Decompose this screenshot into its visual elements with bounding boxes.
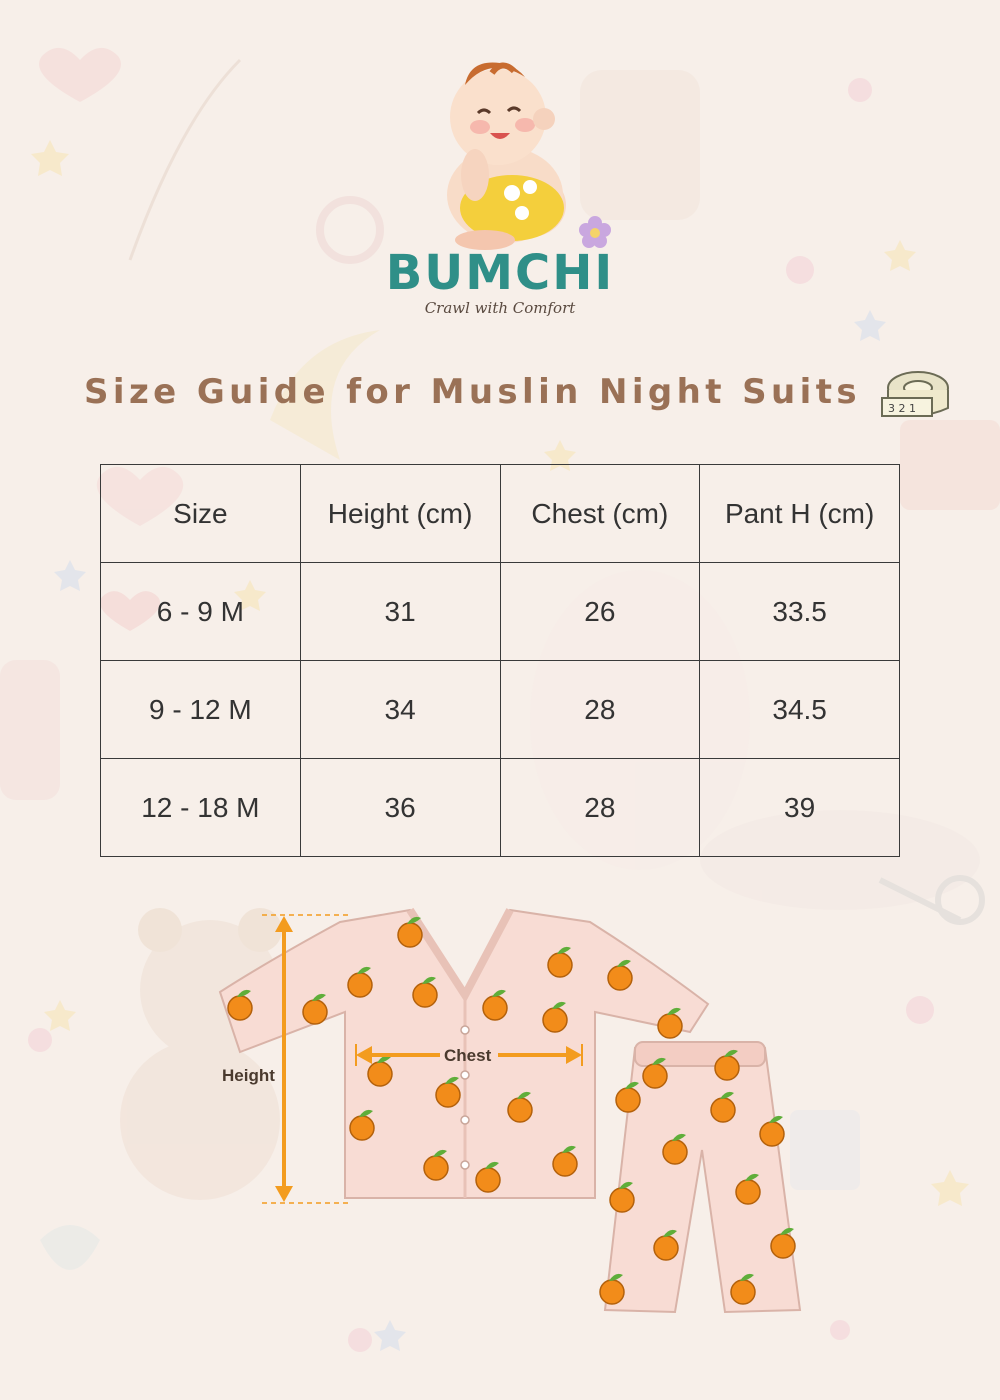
cell-pant-height: 34.5 [700, 661, 900, 759]
page-title: Size Guide for Muslin Night Suits [84, 372, 861, 412]
header-size: Size [101, 465, 301, 563]
cell-size: 12 - 18 M [101, 759, 301, 857]
size-table [100, 464, 900, 857]
brand-name: BUMCHI [385, 245, 615, 301]
cell-size: 6 - 9 M [101, 563, 301, 661]
cell-chest: 28 [500, 661, 700, 759]
svg-text:3 2 1: 3 2 1 [888, 402, 916, 415]
cell-pant-height: 39 [700, 759, 900, 857]
bottle-icon [0, 660, 60, 800]
height-label: Height [222, 1066, 275, 1085]
cell-chest: 26 [500, 563, 700, 661]
cell-size: 9 - 12 M [101, 661, 301, 759]
chest-label: Chest [444, 1046, 492, 1065]
table-header-row [101, 465, 900, 563]
brand-logo [380, 55, 620, 325]
cell-height: 36 [300, 759, 500, 857]
night-suit-illustration [180, 900, 840, 1320]
cell-chest: 28 [500, 759, 700, 857]
header-pant-height: Pant H (cm) [700, 465, 900, 563]
table-row [101, 563, 900, 661]
table-row [101, 661, 900, 759]
flower-icon [578, 215, 612, 249]
cell-height: 31 [300, 563, 500, 661]
header-chest: Chest (cm) [500, 465, 700, 563]
brand-tagline: Crawl with Comfort [424, 299, 576, 317]
table-row [101, 759, 900, 857]
cell-pant-height: 33.5 [700, 563, 900, 661]
measuring-tape-icon [878, 368, 950, 420]
header-height: Height (cm) [300, 465, 500, 563]
cell-height: 34 [300, 661, 500, 759]
